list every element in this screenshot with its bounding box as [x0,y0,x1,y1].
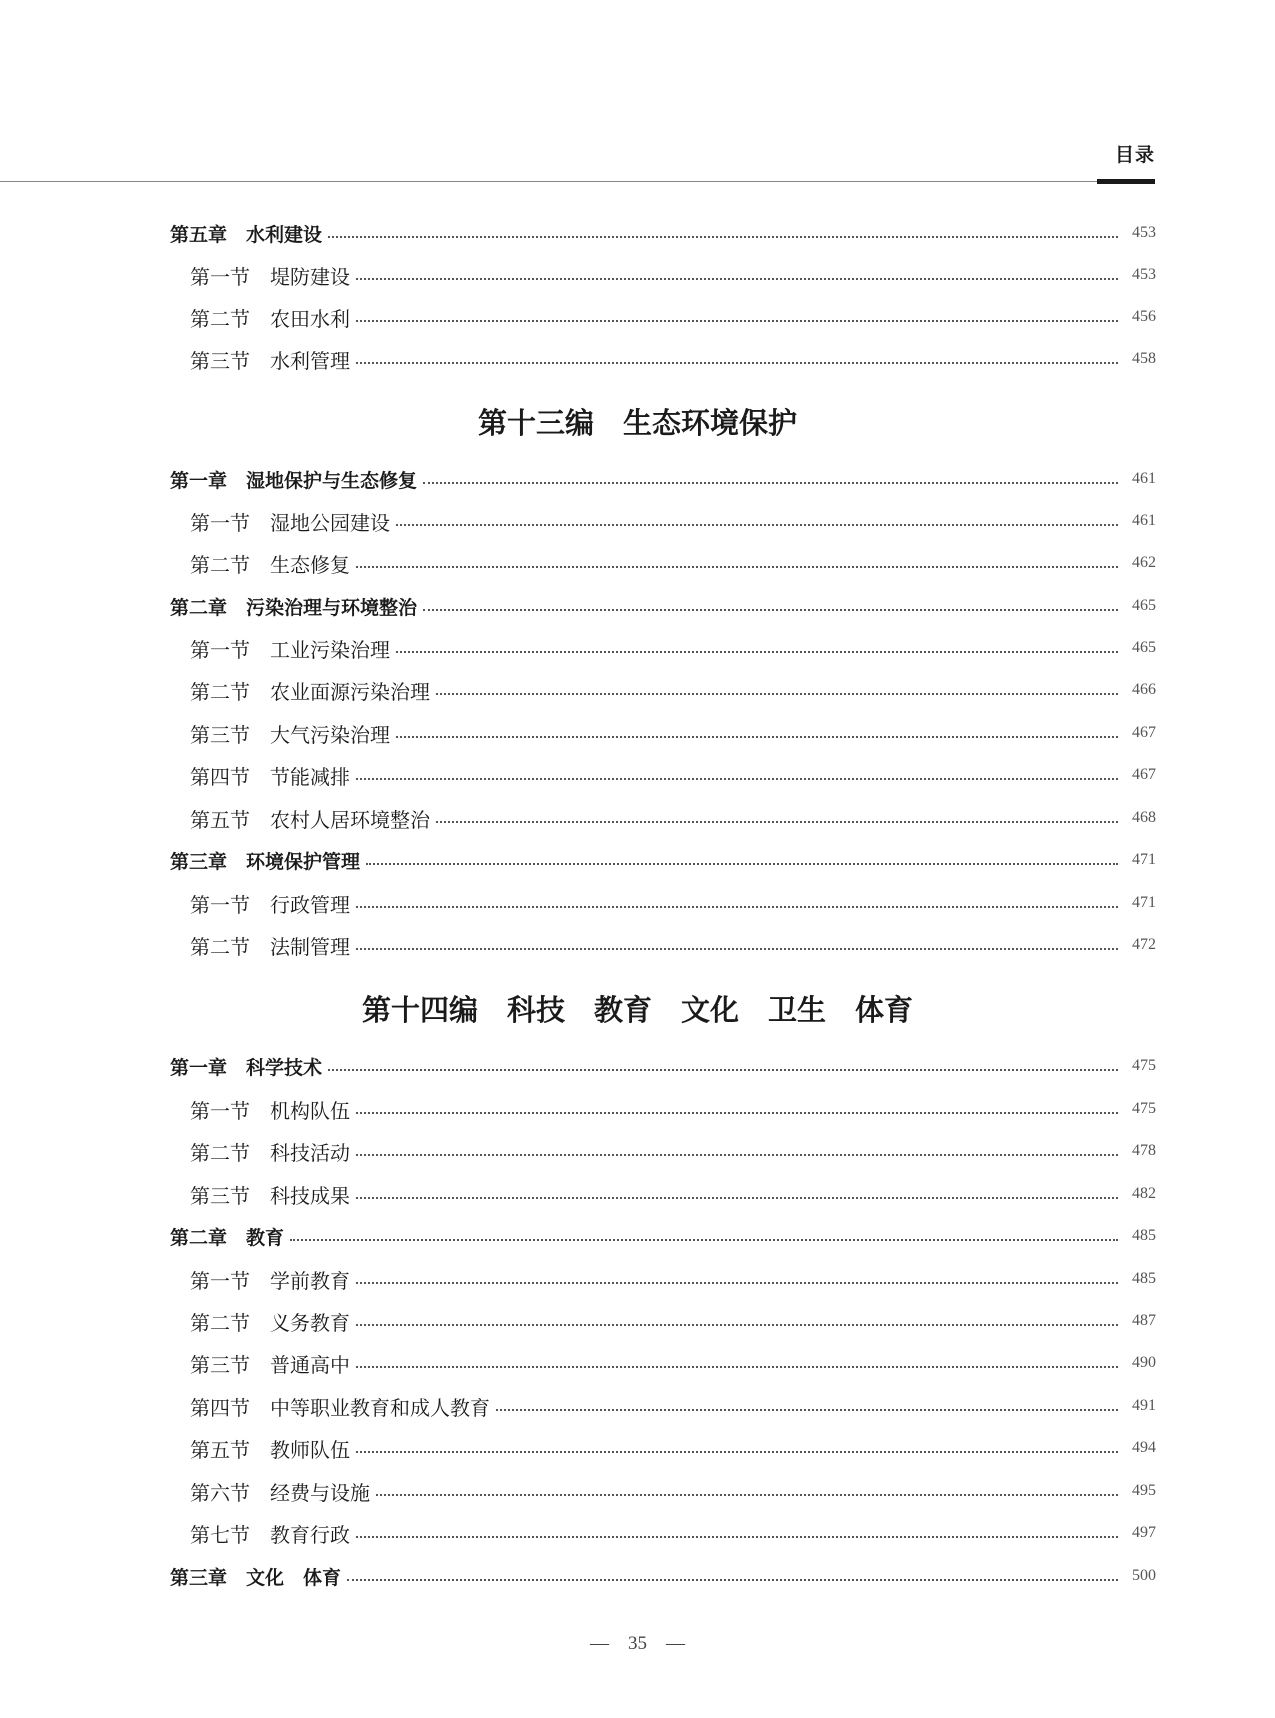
toc-section[interactable] [190,302,1156,332]
dot-leader [356,947,1118,950]
toc-section[interactable] [190,803,1156,833]
toc-label: 第三节 大气污染治理 [190,722,390,747]
dot-leader [396,650,1118,653]
toc-label: 第四节 节能减排 [190,764,350,789]
toc-page-number: 453 [1132,266,1156,283]
dot-leader [396,735,1118,738]
toc-section[interactable] [190,548,1156,578]
toc-section[interactable] [190,1518,1156,1548]
toc-chapter[interactable] [170,464,1156,494]
toc-page-number: 482 [1132,1185,1156,1202]
dot-leader [436,692,1118,695]
dot-leader [356,1281,1118,1284]
running-head: 目录 [1114,144,1155,166]
toc-section[interactable] [190,344,1156,374]
toc-page-number: 490 [1132,1354,1156,1371]
toc-section[interactable] [190,1264,1156,1294]
toc-page-number: 468 [1132,809,1156,826]
part-heading: 第十四编 科技 教育 文化 卫生 体育 [361,993,913,1027]
dot-leader [356,361,1118,364]
toc-page-number: 458 [1132,350,1156,367]
toc-label: 第三节 普通高中 [190,1352,350,1377]
toc-label: 第二节 法制管理 [190,934,350,959]
toc-section[interactable] [190,1348,1156,1378]
dot-leader [328,1068,1118,1071]
toc-page-number: 487 [1132,1312,1156,1329]
dot-leader [423,608,1118,611]
dot-leader [356,1323,1118,1326]
toc-section[interactable] [190,1179,1156,1209]
toc-section[interactable] [190,888,1156,918]
toc-page-number: 495 [1132,1482,1156,1499]
toc-page-number: 485 [1132,1227,1156,1244]
toc-section[interactable] [190,1306,1156,1336]
toc-section[interactable] [190,633,1156,663]
toc-section[interactable] [190,718,1156,748]
toc-label: 第五节 农村人居环境整治 [190,807,430,832]
toc-page-number: 456 [1132,308,1156,325]
dot-leader [328,235,1118,238]
toc-page-number: 478 [1132,1142,1156,1159]
dot-leader [356,777,1118,780]
toc-page-number: 472 [1132,936,1156,953]
toc-section[interactable] [190,1391,1156,1421]
toc-label: 第五章 水利建设 [170,223,323,246]
dot-leader [436,820,1118,823]
toc-label: 第一节 机构队伍 [190,1098,350,1123]
toc-page-number: 461 [1132,512,1156,529]
dot-leader [356,1535,1118,1538]
toc-chapter[interactable] [170,1221,1156,1251]
dot-leader [356,1365,1118,1368]
toc-label: 第一章 湿地保护与生态修复 [170,469,418,492]
toc-page-number: 475 [1132,1100,1156,1117]
dot-leader [366,862,1118,865]
toc-label: 第三章 文化 体育 [170,1566,342,1589]
toc-label: 第一节 工业污染治理 [190,637,390,662]
toc-chapter[interactable] [170,1561,1156,1591]
dot-leader [396,523,1118,526]
toc-label: 第一节 行政管理 [190,892,350,917]
dot-leader [496,1408,1118,1411]
toc-chapter[interactable] [170,218,1156,248]
toc-page-number: 497 [1132,1524,1156,1541]
part-heading: 第十三编 生态环境保护 [477,406,797,440]
toc-page-number: 461 [1132,470,1156,487]
toc-page-number: 471 [1132,851,1156,868]
toc-section[interactable] [190,260,1156,290]
toc-label: 第一节 湿地公园建设 [190,510,390,535]
toc-section[interactable] [190,1136,1156,1166]
folio-page-number: — 35 — [589,1633,685,1654]
toc-section[interactable] [190,1433,1156,1463]
toc-chapter[interactable] [170,845,1156,875]
toc-label: 第二章 污染治理与环境整治 [170,596,418,619]
toc-page-number: 500 [1132,1567,1156,1584]
toc-label: 第一节 学前教育 [190,1268,350,1293]
toc-section[interactable] [190,930,1156,960]
dot-leader [356,319,1118,322]
dot-leader [356,1111,1118,1114]
toc-page-number: 462 [1132,554,1156,571]
toc-label: 第二节 科技活动 [190,1140,350,1165]
toc-section[interactable] [190,760,1156,790]
toc-page-number: 453 [1132,224,1156,241]
toc-section[interactable] [190,1476,1156,1506]
toc-label: 第二节 生态修复 [190,552,350,577]
dot-leader [356,1153,1118,1156]
toc-section[interactable] [190,675,1156,705]
toc-section[interactable] [190,506,1156,536]
toc-page-number: 465 [1132,597,1156,614]
dot-leader [356,277,1118,280]
dot-leader [376,1493,1118,1496]
toc-label: 第一节 堤防建设 [190,264,350,289]
toc-page-number: 471 [1132,894,1156,911]
toc-label: 第二章 教育 [170,1226,285,1249]
toc-chapter[interactable] [170,1051,1156,1081]
toc-page-number: 466 [1132,681,1156,698]
dot-leader [423,481,1118,484]
toc-label: 第三节 水利管理 [190,348,350,373]
toc-label: 第二节 农业面源污染治理 [190,679,430,704]
toc-page-number: 467 [1132,766,1156,783]
toc-label: 第二节 农田水利 [190,306,350,331]
dot-leader [347,1578,1118,1581]
toc-page-number: 485 [1132,1270,1156,1287]
toc-label: 第六节 经费与设施 [190,1480,370,1505]
toc-label: 第二节 义务教育 [190,1310,350,1335]
dot-leader [290,1238,1118,1241]
toc-label: 第一章 科学技术 [170,1056,323,1079]
dot-leader [356,565,1118,568]
dot-leader [356,905,1118,908]
toc-section[interactable] [190,1094,1156,1124]
toc-page-number: 491 [1132,1397,1156,1414]
dot-leader [356,1450,1118,1453]
toc-label: 第三节 科技成果 [190,1183,350,1208]
toc-chapter[interactable] [170,591,1156,621]
toc-page-number: 475 [1132,1057,1156,1074]
toc-page-number: 467 [1132,724,1156,741]
dot-leader [356,1196,1118,1199]
toc-page-number: 494 [1132,1439,1156,1456]
toc-label: 第四节 中等职业教育和成人教育 [190,1395,490,1420]
toc-label: 第三章 环境保护管理 [170,850,361,873]
toc-page-number: 465 [1132,639,1156,656]
toc-label: 第七节 教育行政 [190,1522,350,1547]
toc-label: 第五节 教师队伍 [190,1437,350,1462]
